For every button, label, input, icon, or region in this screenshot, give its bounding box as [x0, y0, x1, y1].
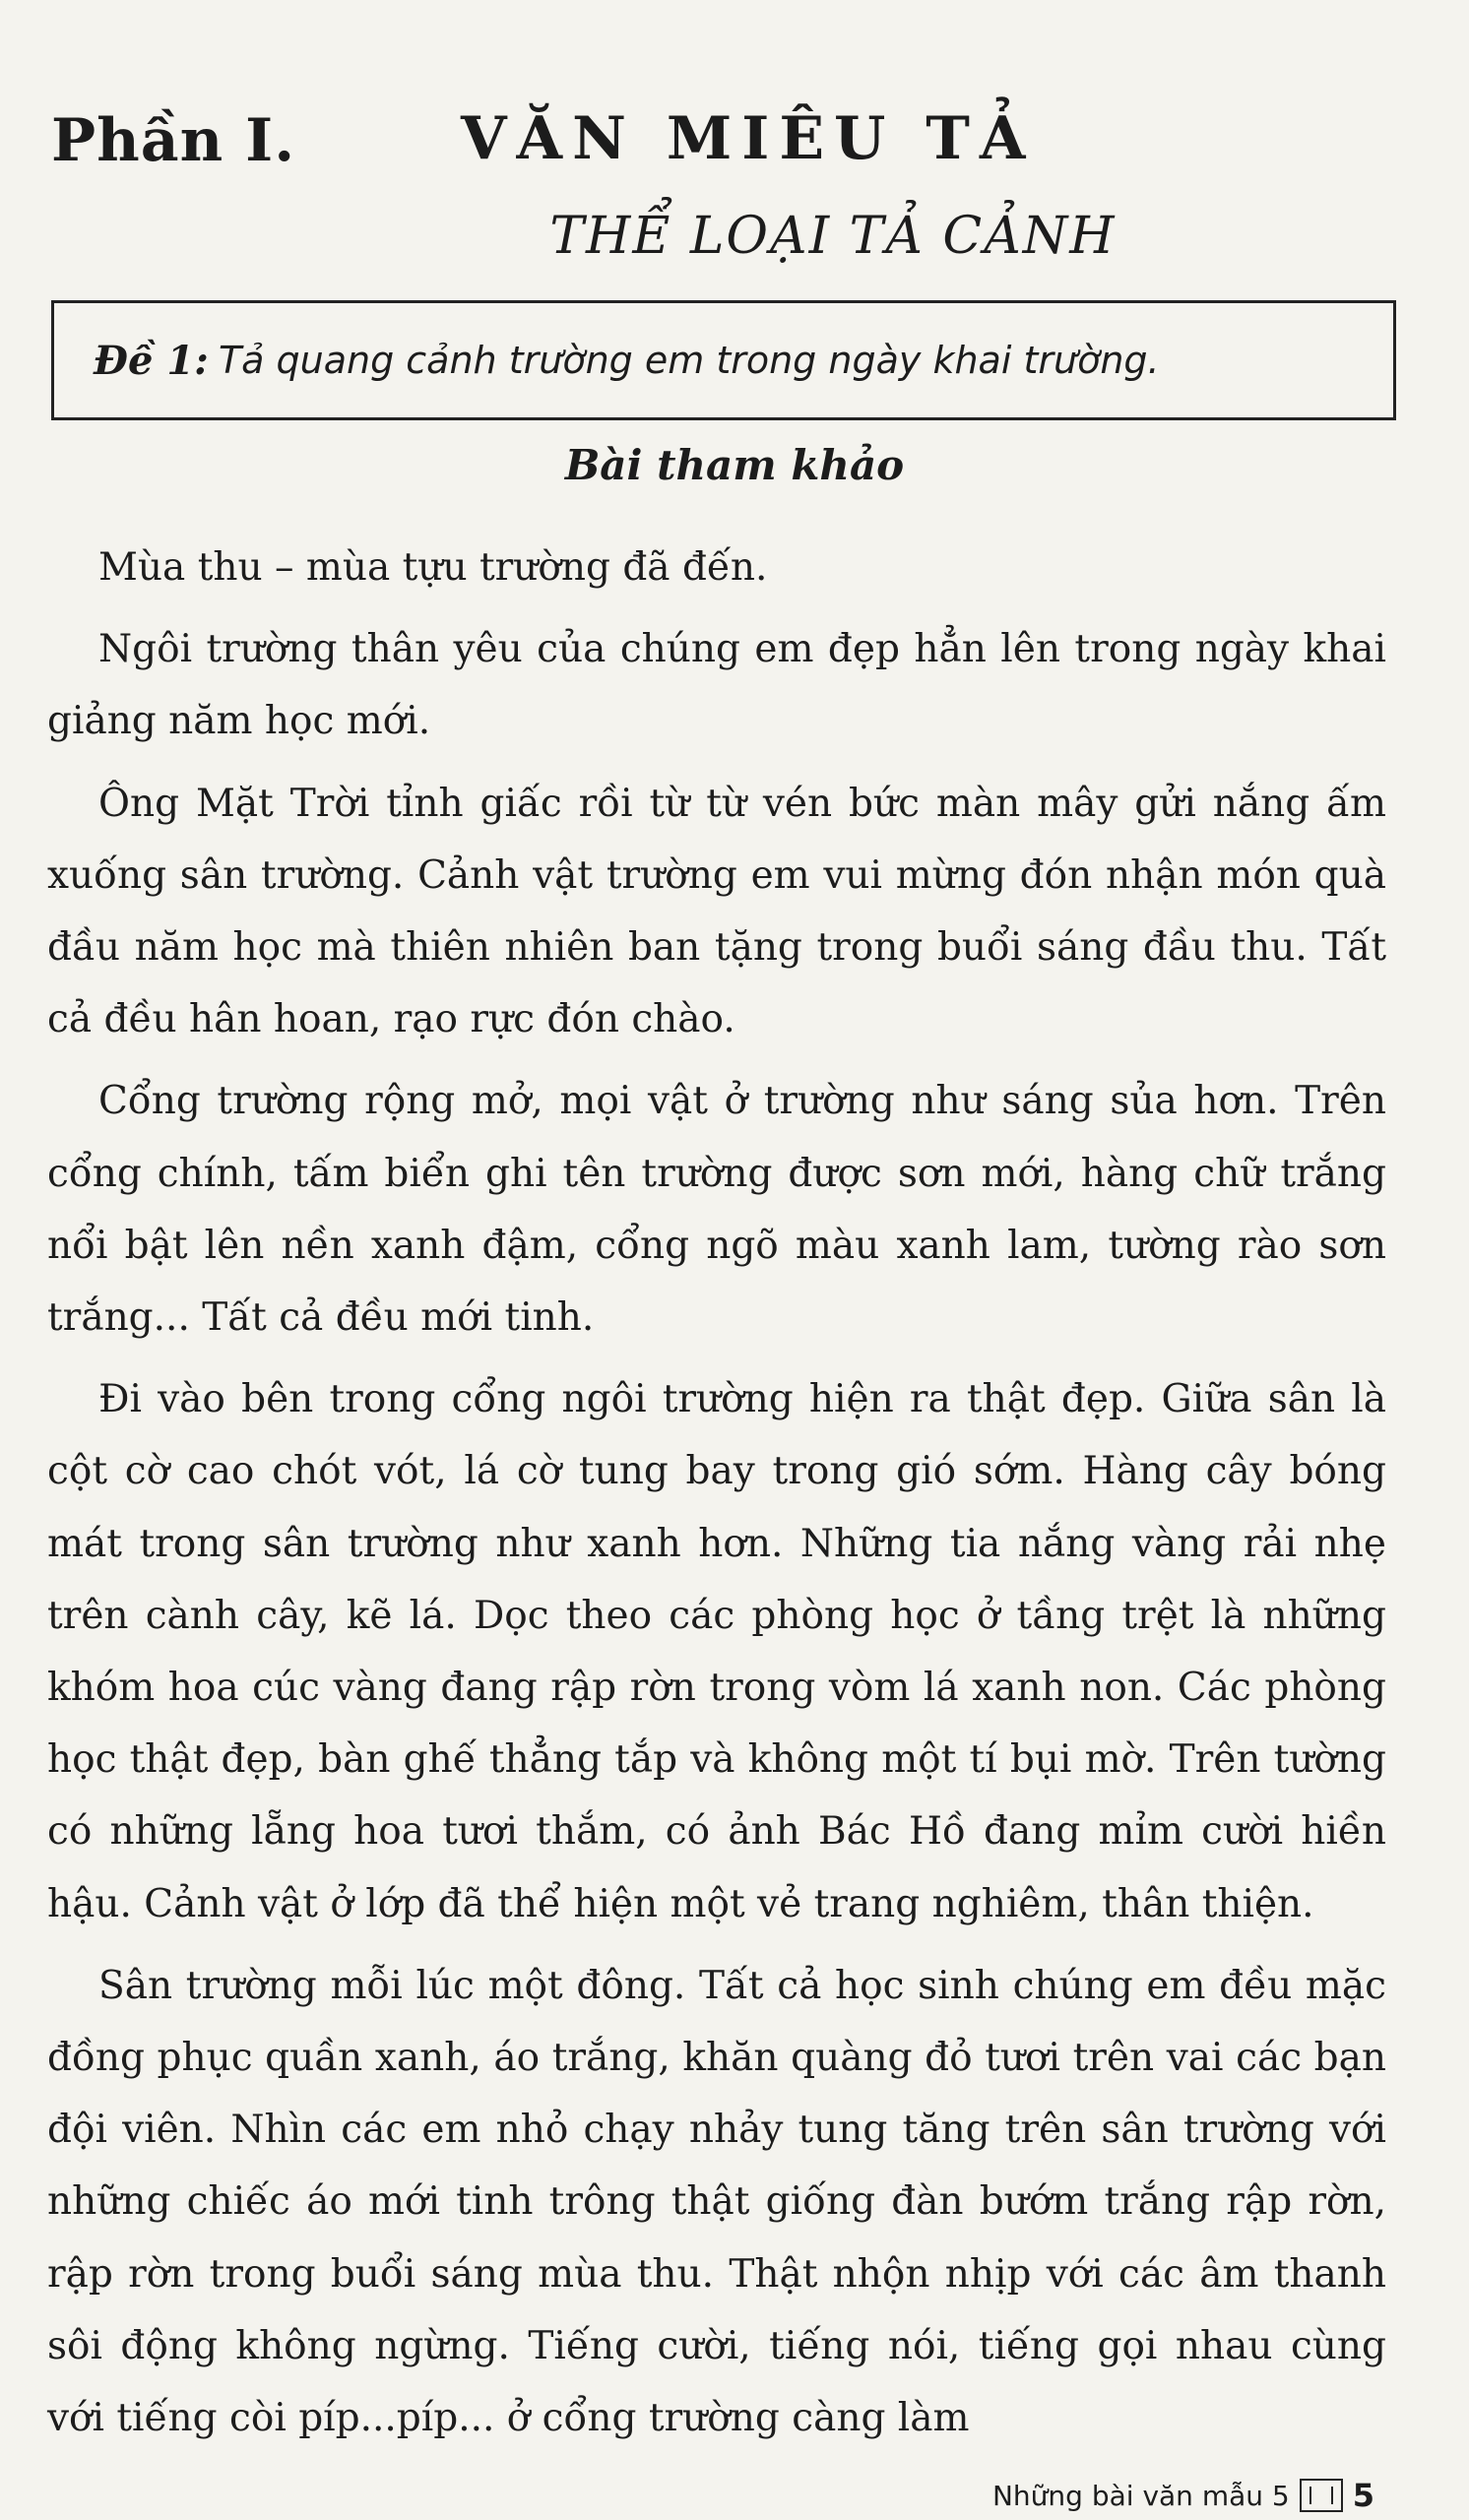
paragraph: Đi vào bên trong cổng ngôi trường hiện ra thật đẹp. Giữa sân là cột cờ cao chót vót, lá cờ tung bay trong gió sớm. Hàng cây bóng mát trong sân trường như xanh hơn. Những tia nắng vàng rải nhẹ trên cành cây, kẽ lá. Dọc theo các phòng học ở tầng trệt là những khóm hoa cúc vàng đang rập rờn trong vòm lá xanh non. Các phòng học thật đẹp, bàn ghế thẳng tắp và không một tí bụi mờ. Trên tường có những lẵng hoa tươi thắm, có ảnh Bác Hồ đang mỉm cười hiền hậu. Cảnh vật ở lớp đã thể hiện một vẻ trang nghiêm, thân thiện.: [47, 1377, 1386, 1926]
section-subtitle: THỂ LOẠI TẢ CẢNH: [549, 207, 1117, 266]
paragraph: Ông Mặt Trời tỉnh giấc rồi từ từ vén bức màn mây gửi nắng ấm xuống sân trường. Cảnh vật trường em vui mừng đón nhận món quà đầu năm học mà thiên nhiên ban tặng trong buổi sáng đầu thu. Tất cả đều hân hoan, rạo rực đón chào.: [47, 781, 1386, 1042]
book-title: Những bài văn mẫu 5: [991, 2479, 1290, 2512]
main-title: VĂN MIÊU TẢ: [461, 104, 1036, 173]
page-number: 5: [1352, 2477, 1374, 2514]
essay-body: [47, 532, 1386, 2464]
page-footer: [992, 2477, 1374, 2514]
part-label: Phần I.: [51, 106, 296, 175]
reference-heading: Bài tham khảo: [564, 441, 905, 489]
paragraph: Sân trường mỗi lúc một đông. Tất cả học sinh chúng em đều mặc đồng phục quần xanh, áo trắng, khăn quàng đỏ tươi trên vai các bạn đội viên. Nhìn các em nhỏ chạy nhảy tung tăng trên sân trường với những chiếc áo mới tinh trông thật giống đàn bướm trắng rập rờn, rập rờn trong buổi sáng mùa thu. Thật nhộn nhịp với các âm thanh sôi động không ngừng. Tiếng cười, tiếng nói, tiếng gọi nhau cùng với tiếng còi píp...píp... ở cổng trường càng làm: [47, 1963, 1386, 2441]
topic-box: [51, 300, 1396, 420]
paragraph: Cổng trường rộng mở, mọi vật ở trường như sáng sủa hơn. Trên cổng chính, tấm biển ghi tên trường được sơn mới, hàng chữ trắng nổi bật lên nền xanh đậm, cổng ngõ màu xanh lam, tường rào sơn trắng... Tất cả đều mới tinh.: [47, 1079, 1386, 1341]
topic-label: Đề 1:: [94, 337, 209, 384]
paragraph: Ngôi trường thân yêu của chúng em đẹp hẳn lên trong ngày khai giảng năm học mới.: [47, 627, 1386, 744]
topic-text: Tả quang cảnh trường em trong ngày khai trường.: [218, 339, 1160, 382]
book-logo-icon: [1300, 2479, 1343, 2512]
paragraph: Mùa thu – mùa tựu trường đã đến.: [98, 545, 768, 590]
